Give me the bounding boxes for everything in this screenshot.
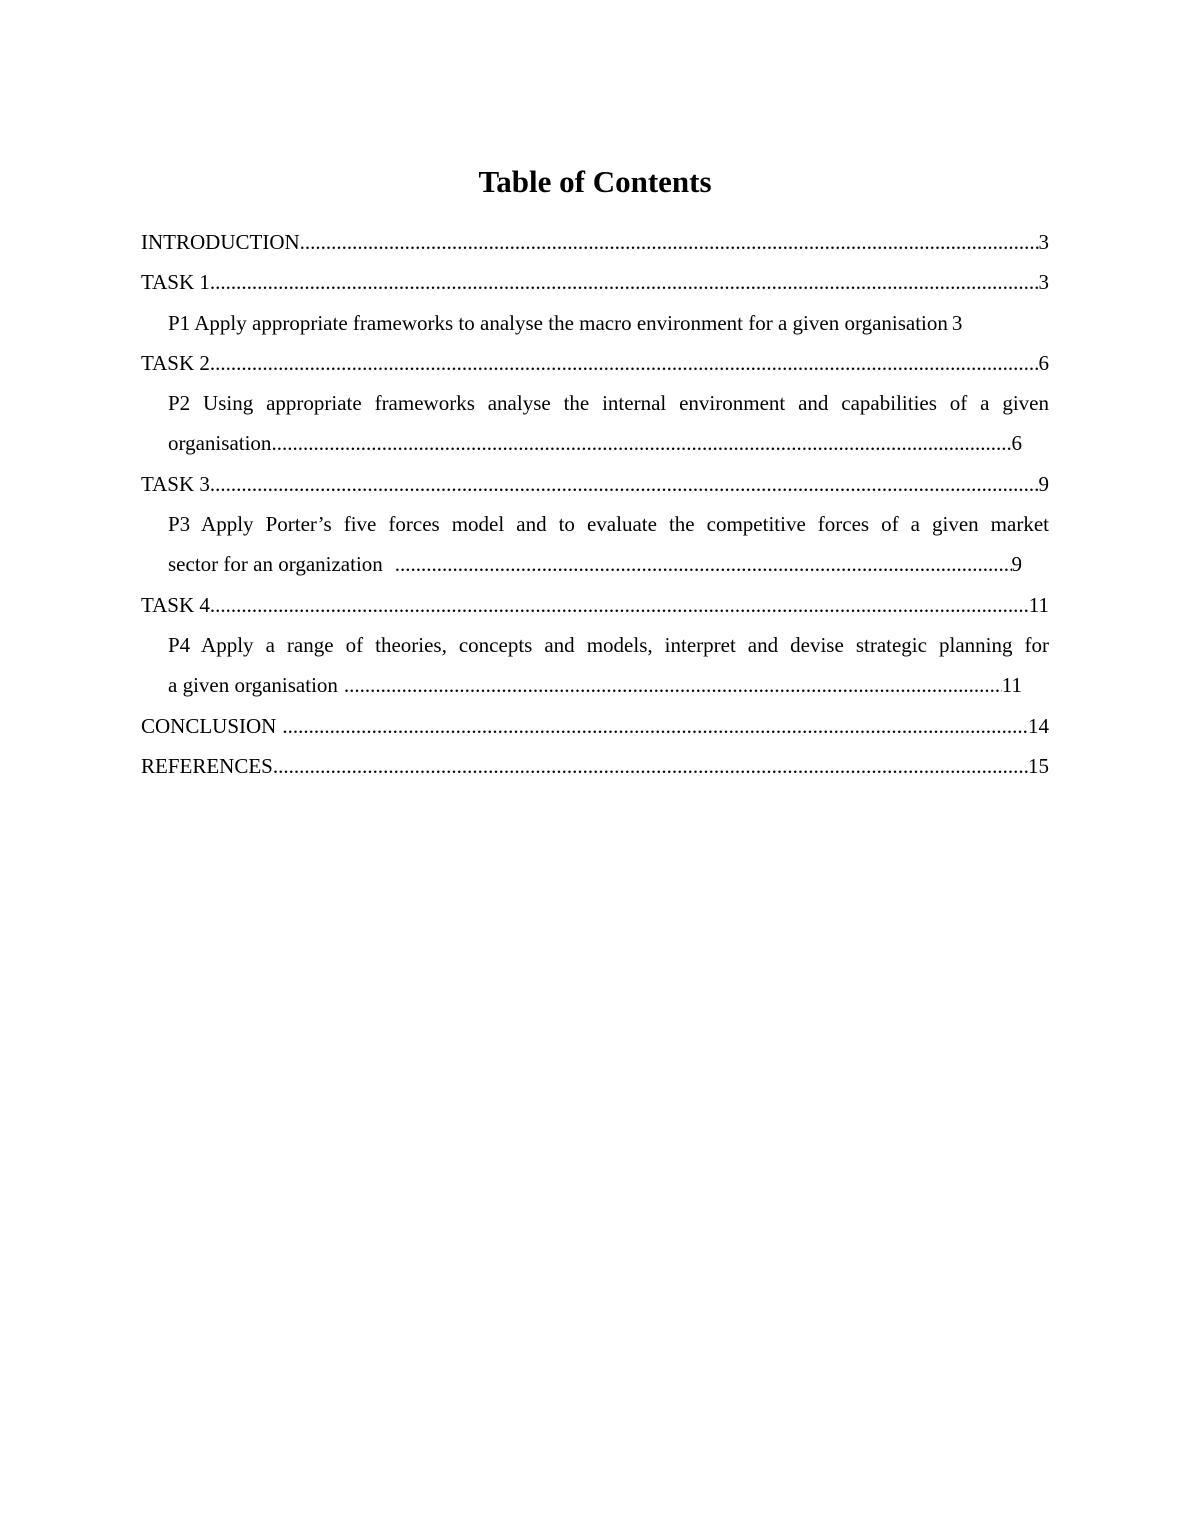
toc-entry-label: INTRODUCTION — [141, 230, 300, 254]
toc-dot-leader — [210, 464, 1039, 504]
toc-entry-label: TASK 2 — [141, 350, 210, 375]
toc-entry-label: P1 Apply appropriate frameworks to analyse the macro environment for a given organisation — [168, 310, 948, 335]
toc-entry-task-3[interactable] — [141, 464, 1049, 504]
toc-entry-p3[interactable] — [141, 504, 1049, 585]
toc-dot-leader — [300, 222, 1039, 262]
toc-entry-label-line2: organisation — [168, 431, 272, 456]
toc-page-number: 14 — [1028, 713, 1049, 738]
toc-page-number: 15 — [1028, 753, 1049, 778]
toc-dot-leader — [271, 423, 1011, 463]
toc-entry-introduction[interactable] — [141, 222, 1049, 262]
toc-entry-label-line2: sector for an organization — [168, 552, 383, 577]
toc-dot-leader — [210, 585, 1029, 625]
toc-page-number: 9 — [1011, 552, 1022, 577]
toc-page-number: 3 — [1038, 270, 1049, 295]
toc-page-number: 6 — [1038, 350, 1049, 375]
toc-entry-label: TASK 4 — [141, 592, 210, 617]
toc-entry-references[interactable] — [141, 746, 1049, 786]
toc-dot-leader — [210, 262, 1039, 302]
toc-dot-leader — [210, 343, 1039, 383]
toc-entry-label-line1: P2 Using appropriate frameworks analyse the internal environment and capabilities of a given — [168, 391, 1049, 416]
toc-dot-leader — [383, 544, 1012, 584]
toc-page-number: 3 — [1038, 230, 1049, 254]
toc-entry-label: TASK 3 — [141, 471, 210, 496]
toc-entry-label: CONCLUSION — [141, 713, 277, 738]
toc-entry-task-2[interactable] — [141, 343, 1049, 383]
toc-page-number: 9 — [1038, 471, 1049, 496]
toc-entry-p4[interactable] — [141, 625, 1049, 706]
toc-entry-label-line1: P4 Apply a range of theories, concepts and models, interpret and devise strategic planning for — [168, 632, 1049, 657]
page-title: Table of Contents — [478, 164, 712, 199]
toc-entry-task-4[interactable] — [141, 585, 1049, 625]
toc-dot-leader — [273, 746, 1028, 786]
toc-page-number: 11 — [1028, 592, 1049, 617]
toc-entry-label: REFERENCES — [141, 753, 273, 778]
toc-entry-conclusion[interactable] — [141, 706, 1049, 746]
toc-page-number: 11 — [1001, 673, 1022, 698]
toc-entry-label-line1: P3 Apply Porter’s five forces model and to evaluate the competitive forces of a given market — [168, 512, 1049, 537]
toc-page-number: 6 — [1011, 431, 1022, 456]
toc-entry-label-line2: a given organisation — [168, 673, 338, 698]
toc-entry-p2[interactable] — [141, 383, 1049, 464]
toc-entry-label: TASK 1 — [141, 270, 210, 295]
toc-dot-leader — [276, 706, 1028, 746]
toc-entry-p1[interactable] — [141, 303, 1049, 343]
toc-page-number: 3 — [951, 310, 963, 335]
toc-dot-leader — [338, 665, 1002, 705]
table-of-contents — [141, 222, 1049, 786]
toc-entry-task-1[interactable] — [141, 262, 1049, 302]
